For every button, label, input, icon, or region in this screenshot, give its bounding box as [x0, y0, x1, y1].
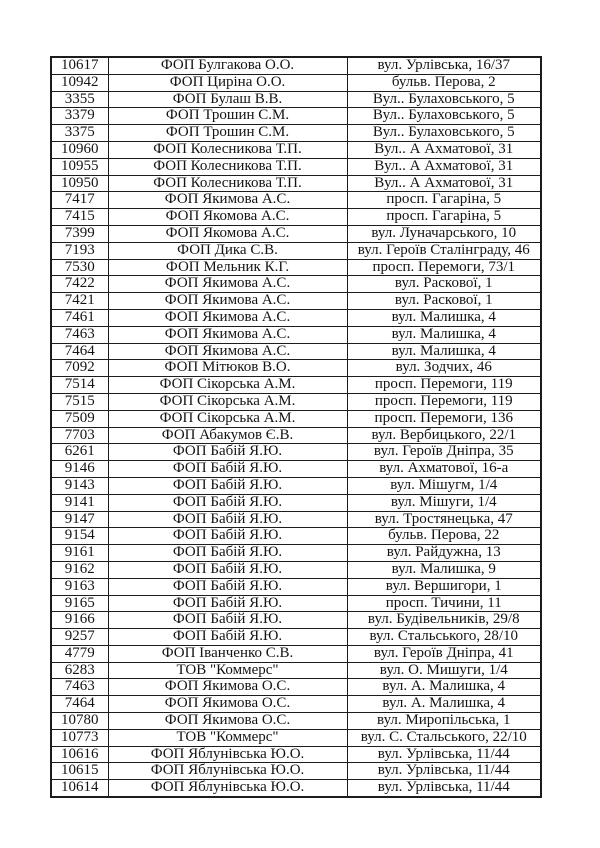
- row-address-cell: Вул.. А Ахматової, 31: [347, 141, 541, 158]
- row-address-cell: вул. Малишка, 4: [347, 309, 541, 326]
- registry-table-body: [51, 57, 541, 797]
- row-name-cell: ФОП Бабій Я.Ю.: [108, 612, 347, 629]
- row-name-cell: ФОП Бабій Я.Ю.: [108, 477, 347, 494]
- row-address-cell: просп. Перемоги, 119: [347, 377, 541, 394]
- row-address-cell: просп. Гагаріна, 5: [347, 192, 541, 209]
- row-id-cell: 7461: [51, 309, 108, 326]
- table-row: [51, 91, 541, 108]
- table-row: [51, 545, 541, 562]
- row-id-cell: 9146: [51, 461, 108, 478]
- table-row: [51, 175, 541, 192]
- row-address-cell: вул. Урлівська, 16/37: [347, 57, 541, 74]
- row-name-cell: ФОП Бабій Я.Ю.: [108, 511, 347, 528]
- table-row: [51, 746, 541, 763]
- row-name-cell: ФОП Якимова О.С.: [108, 696, 347, 713]
- row-address-cell: вул. Мішуги, 1/4: [347, 494, 541, 511]
- table-row: [51, 225, 541, 242]
- row-id-cell: 7193: [51, 242, 108, 259]
- row-name-cell: ФОП Якимова А.С.: [108, 276, 347, 293]
- row-id-cell: 7463: [51, 326, 108, 343]
- row-address-cell: Вул.. Булаховського, 5: [347, 91, 541, 108]
- row-id-cell: 7422: [51, 276, 108, 293]
- row-name-cell: ФОП Якимова А.С.: [108, 192, 347, 209]
- row-name-cell: ФОП Бабій Я.Ю.: [108, 629, 347, 646]
- row-name-cell: ФОП Трошин С.М.: [108, 125, 347, 142]
- row-name-cell: ФОП Колесникова Т.П.: [108, 141, 347, 158]
- row-id-cell: 10950: [51, 175, 108, 192]
- row-name-cell: ФОП Абакумов Є.В.: [108, 427, 347, 444]
- row-id-cell: 7421: [51, 293, 108, 310]
- table-row: [51, 125, 541, 142]
- row-name-cell: ФОП Бабій Я.Ю.: [108, 578, 347, 595]
- table-row: [51, 393, 541, 410]
- row-name-cell: ФОП Бабій Я.Ю.: [108, 494, 347, 511]
- row-name-cell: ФОП Бабій Я.Ю.: [108, 545, 347, 562]
- row-id-cell: 9154: [51, 528, 108, 545]
- row-address-cell: Вул.. А Ахматової, 31: [347, 175, 541, 192]
- row-id-cell: 10773: [51, 729, 108, 746]
- row-name-cell: ФОП Якимова О.С.: [108, 713, 347, 730]
- row-name-cell: ФОП Якимова А.С.: [108, 293, 347, 310]
- row-id-cell: 7509: [51, 410, 108, 427]
- row-id-cell: 7464: [51, 696, 108, 713]
- row-id-cell: 10942: [51, 74, 108, 91]
- table-row: [51, 242, 541, 259]
- row-address-cell: Вул.. А Ахматової, 31: [347, 158, 541, 175]
- row-address-cell: вул. О. Мишуги, 1/4: [347, 662, 541, 679]
- table-row: [51, 763, 541, 780]
- table-row: [51, 444, 541, 461]
- row-name-cell: ФОП Яблунівська Ю.О.: [108, 746, 347, 763]
- row-name-cell: ФОП Яблунівська Ю.О.: [108, 780, 347, 797]
- row-id-cell: 7514: [51, 377, 108, 394]
- row-address-cell: вул. Миропільська, 1: [347, 713, 541, 730]
- row-name-cell: ФОП Сікорська А.М.: [108, 393, 347, 410]
- row-name-cell: ФОП Яблунівська Ю.О.: [108, 763, 347, 780]
- row-address-cell: Вул.. Булаховського, 5: [347, 125, 541, 142]
- row-id-cell: 10780: [51, 713, 108, 730]
- row-id-cell: 10960: [51, 141, 108, 158]
- row-address-cell: вул. Будівельників, 29/8: [347, 612, 541, 629]
- row-address-cell: вул. Урлівська, 11/44: [347, 780, 541, 797]
- row-address-cell: бульв. Перова, 22: [347, 528, 541, 545]
- row-address-cell: вул. Малишка, 4: [347, 326, 541, 343]
- row-id-cell: 9143: [51, 477, 108, 494]
- table-row: [51, 158, 541, 175]
- row-address-cell: Вул.. Булаховського, 5: [347, 108, 541, 125]
- table-row: [51, 511, 541, 528]
- row-name-cell: ФОП Булаш В.В.: [108, 91, 347, 108]
- row-id-cell: 9166: [51, 612, 108, 629]
- table-row: [51, 410, 541, 427]
- row-id-cell: 10616: [51, 746, 108, 763]
- row-id-cell: 10615: [51, 763, 108, 780]
- row-address-cell: вул. Вербицького, 22/1: [347, 427, 541, 444]
- row-address-cell: просп. Тичини, 11: [347, 595, 541, 612]
- row-address-cell: вул. Малишка, 9: [347, 561, 541, 578]
- row-id-cell: 7530: [51, 259, 108, 276]
- row-id-cell: 7399: [51, 225, 108, 242]
- row-id-cell: 9161: [51, 545, 108, 562]
- business-registry-table: [50, 56, 542, 798]
- row-address-cell: вул. А. Малишка, 4: [347, 679, 541, 696]
- table-row: [51, 108, 541, 125]
- row-id-cell: 6283: [51, 662, 108, 679]
- row-address-cell: вул. Стальського, 28/10: [347, 629, 541, 646]
- table-row: [51, 679, 541, 696]
- row-name-cell: ТОВ "Коммерс": [108, 662, 347, 679]
- row-id-cell: 4779: [51, 645, 108, 662]
- table-row: [51, 595, 541, 612]
- row-id-cell: 7464: [51, 343, 108, 360]
- row-name-cell: ФОП Бабій Я.Ю.: [108, 528, 347, 545]
- row-address-cell: вул. С. Стальського, 22/10: [347, 729, 541, 746]
- row-address-cell: вул. Урлівська, 11/44: [347, 746, 541, 763]
- row-address-cell: просп. Перемоги, 119: [347, 393, 541, 410]
- table-row: [51, 696, 541, 713]
- table-row: [51, 645, 541, 662]
- row-name-cell: ФОП Булгакова О.О.: [108, 57, 347, 74]
- row-id-cell: 9165: [51, 595, 108, 612]
- row-address-cell: вул. Раскової, 1: [347, 293, 541, 310]
- row-id-cell: 7463: [51, 679, 108, 696]
- table-row: [51, 713, 541, 730]
- table-row: [51, 461, 541, 478]
- row-name-cell: ФОП Колесникова Т.П.: [108, 158, 347, 175]
- row-address-cell: вул. Героїв Дніпра, 41: [347, 645, 541, 662]
- table-row: [51, 377, 541, 394]
- table-row: [51, 209, 541, 226]
- row-name-cell: ФОП Мельник К.Г.: [108, 259, 347, 276]
- table-row: [51, 662, 541, 679]
- row-id-cell: 6261: [51, 444, 108, 461]
- row-address-cell: просп. Перемоги, 73/1: [347, 259, 541, 276]
- row-address-cell: вул. Малишка, 4: [347, 343, 541, 360]
- row-name-cell: ФОП Якимова А.С.: [108, 343, 347, 360]
- row-id-cell: 10614: [51, 780, 108, 797]
- row-id-cell: 9163: [51, 578, 108, 595]
- table-row: [51, 276, 541, 293]
- table-row: [51, 141, 541, 158]
- row-id-cell: 7415: [51, 209, 108, 226]
- row-name-cell: ФОП Якимова А.С.: [108, 326, 347, 343]
- row-id-cell: 9147: [51, 511, 108, 528]
- row-name-cell: ФОП Якомова А.С.: [108, 225, 347, 242]
- row-name-cell: ФОП Якомова А.С.: [108, 209, 347, 226]
- table-row: [51, 477, 541, 494]
- row-name-cell: ФОП Іванченко С.В.: [108, 645, 347, 662]
- table-row: [51, 612, 541, 629]
- row-address-cell: вул. Тростянецька, 47: [347, 511, 541, 528]
- row-address-cell: вул. Вершигори, 1: [347, 578, 541, 595]
- row-name-cell: ФОП Циріна О.О.: [108, 74, 347, 91]
- table-row: [51, 74, 541, 91]
- row-address-cell: вул. Мішугм, 1/4: [347, 477, 541, 494]
- table-row: [51, 427, 541, 444]
- row-address-cell: бульв. Перова, 2: [347, 74, 541, 91]
- row-name-cell: ФОП Якимова А.С.: [108, 309, 347, 326]
- row-id-cell: 9141: [51, 494, 108, 511]
- row-id-cell: 3355: [51, 91, 108, 108]
- row-name-cell: ФОП Дика С.В.: [108, 242, 347, 259]
- row-name-cell: ФОП Трошин С.М.: [108, 108, 347, 125]
- row-name-cell: ТОВ "Коммерс": [108, 729, 347, 746]
- row-name-cell: ФОП Бабій Я.Ю.: [108, 461, 347, 478]
- table-row: [51, 629, 541, 646]
- table-row: [51, 309, 541, 326]
- table-row: [51, 494, 541, 511]
- row-name-cell: ФОП Колесникова Т.П.: [108, 175, 347, 192]
- table-row: [51, 326, 541, 343]
- row-name-cell: ФОП Бабій Я.Ю.: [108, 444, 347, 461]
- table-row: [51, 360, 541, 377]
- row-id-cell: 10955: [51, 158, 108, 175]
- row-id-cell: 9162: [51, 561, 108, 578]
- row-address-cell: вул. Луначарського, 10: [347, 225, 541, 242]
- table-row: [51, 192, 541, 209]
- table-row: [51, 578, 541, 595]
- row-name-cell: ФОП Якимова О.С.: [108, 679, 347, 696]
- row-id-cell: 3375: [51, 125, 108, 142]
- table-row: [51, 343, 541, 360]
- table-row: [51, 561, 541, 578]
- row-name-cell: ФОП Мітюков В.О.: [108, 360, 347, 377]
- row-id-cell: 7092: [51, 360, 108, 377]
- table-row: [51, 293, 541, 310]
- row-address-cell: вул. Героїв Сталінграду, 46: [347, 242, 541, 259]
- row-id-cell: 7703: [51, 427, 108, 444]
- row-id-cell: 9257: [51, 629, 108, 646]
- row-address-cell: вул. Героїв Дніпра, 35: [347, 444, 541, 461]
- row-id-cell: 10617: [51, 57, 108, 74]
- table-row: [51, 57, 541, 74]
- row-address-cell: вул. Райдужна, 13: [347, 545, 541, 562]
- row-address-cell: просп. Гагаріна, 5: [347, 209, 541, 226]
- row-name-cell: ФОП Сікорська А.М.: [108, 410, 347, 427]
- row-address-cell: просп. Перемоги, 136: [347, 410, 541, 427]
- table-row: [51, 528, 541, 545]
- row-name-cell: ФОП Бабій Я.Ю.: [108, 595, 347, 612]
- table-row: [51, 780, 541, 797]
- row-address-cell: вул. А. Малишка, 4: [347, 696, 541, 713]
- table-row: [51, 259, 541, 276]
- row-address-cell: вул. Раскової, 1: [347, 276, 541, 293]
- row-id-cell: 7417: [51, 192, 108, 209]
- row-name-cell: ФОП Бабій Я.Ю.: [108, 561, 347, 578]
- row-address-cell: вул. Зодчих, 46: [347, 360, 541, 377]
- row-name-cell: ФОП Сікорська А.М.: [108, 377, 347, 394]
- row-id-cell: 7515: [51, 393, 108, 410]
- row-address-cell: вул. Ахматової, 16-а: [347, 461, 541, 478]
- table-row: [51, 729, 541, 746]
- row-address-cell: вул. Урлівська, 11/44: [347, 763, 541, 780]
- row-id-cell: 3379: [51, 108, 108, 125]
